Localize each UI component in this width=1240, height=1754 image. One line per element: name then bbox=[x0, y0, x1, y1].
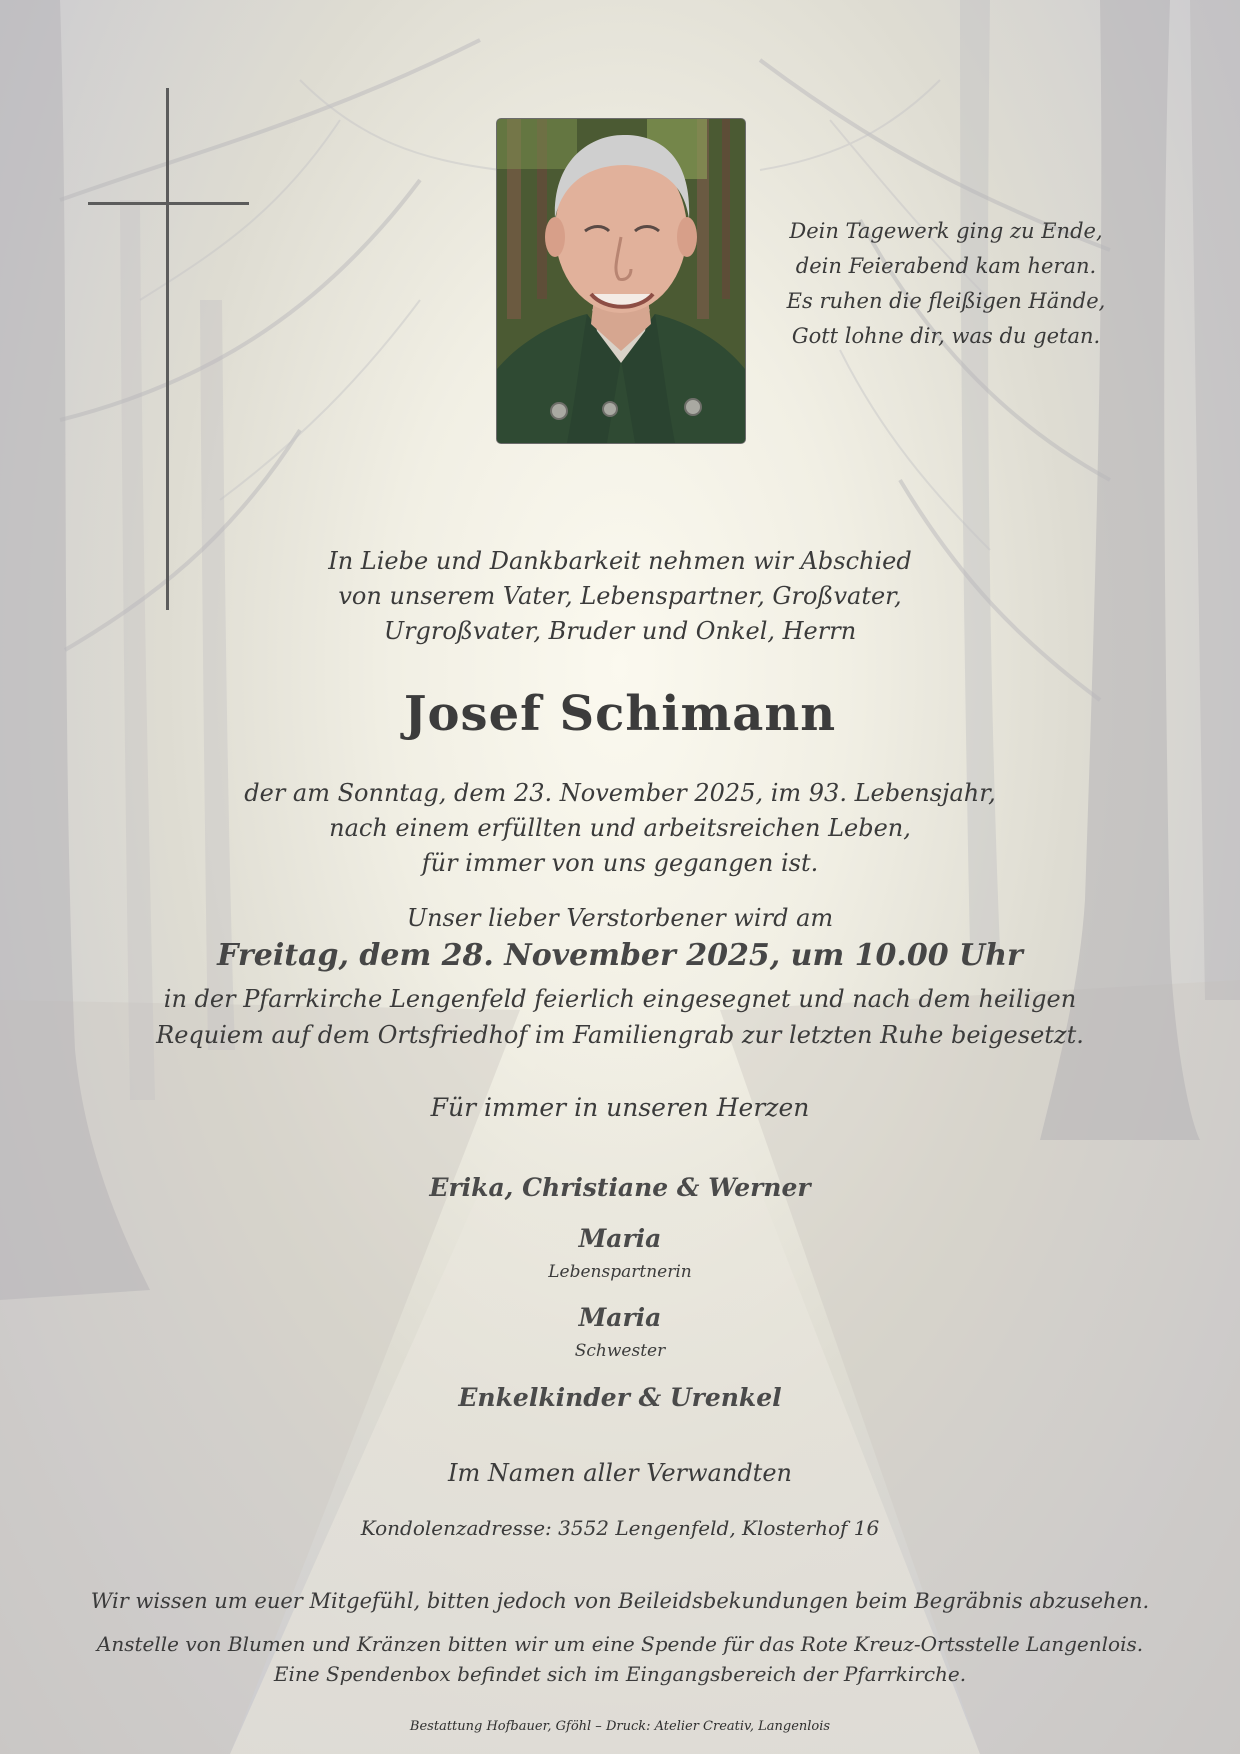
footer-credits: Bestattung Hofbauer, Gföhl – Druck: Atelier Creativ, Langenlois bbox=[409, 1719, 831, 1734]
death-line: der am Sonntag, dem 23. November 2025, im 93. Lebensjahr, bbox=[244, 779, 996, 807]
deceased-name: Josef Schimann bbox=[403, 686, 837, 742]
farewell-intro bbox=[0, 544, 1240, 649]
poem-line: dein Feierabend kam heran. bbox=[795, 254, 1097, 278]
intro-line: In Liebe und Dankbarkeit nehmen wir Abschied bbox=[328, 547, 912, 575]
mourner-name: Erika, Christiane & Werner bbox=[429, 1173, 811, 1202]
condolence-address: Kondolenzadresse: 3552 Lengenfeld, Klosterhof 16 bbox=[360, 1516, 880, 1540]
memorial-poem bbox=[760, 214, 1132, 354]
donation-line: Anstelle von Blumen und Kränzen bitten wir um eine Spende für das Rote Kreuz-Ortsstelle Langenlois. bbox=[96, 1632, 1144, 1656]
condolence-notice: Wir wissen um euer Mitgefühl, bitten jedoch von Beileidsbekundungen beim Begräbnis abzusehen. bbox=[90, 1589, 1150, 1613]
death-line: für immer von uns gegangen ist. bbox=[421, 849, 819, 877]
funeral-date: Freitag, dem 28. November 2025, um 10.00 Uhr bbox=[217, 938, 1023, 973]
poem-line: Dein Tagewerk ging zu Ende, bbox=[789, 219, 1103, 243]
intro-line: Urgroßvater, Bruder und Onkel, Herrn bbox=[383, 617, 857, 645]
funeral-place-line: in der Pfarrkirche Lengenfeld feierlich eingesegnet und nach dem heiligen bbox=[163, 985, 1077, 1013]
poem-line: Gott lohne dir, was du getan. bbox=[791, 324, 1101, 348]
relatives-line: Im Namen aller Verwandten bbox=[448, 1459, 792, 1487]
cross-horizontal-beam bbox=[88, 202, 249, 205]
mourner-role: Lebenspartnerin bbox=[548, 1262, 692, 1282]
mourner-role: Schwester bbox=[574, 1341, 666, 1361]
poem-line: Es ruhen die fleißigen Hände, bbox=[786, 289, 1106, 313]
mourner-name: Maria bbox=[578, 1224, 662, 1253]
funeral-intro: Unser lieber Verstorbener wird am bbox=[406, 904, 834, 932]
funeral-place-line: Requiem auf dem Ortsfriedhof im Familiengrab zur letzten Ruhe beigesetzt. bbox=[156, 1021, 1084, 1049]
cross-vertical-beam bbox=[166, 88, 169, 610]
funeral-place bbox=[0, 981, 1240, 1053]
mourner-name: Enkelkinder & Urenkel bbox=[458, 1383, 782, 1412]
death-details bbox=[0, 776, 1240, 881]
intro-line: von unserem Vater, Lebenspartner, Großvater, bbox=[338, 582, 902, 610]
donation-line: Eine Spendenbox befindet sich im Eingangsbereich der Pfarrkirche. bbox=[273, 1662, 967, 1686]
donation-request bbox=[0, 1629, 1240, 1689]
death-line: nach einem erfüllten und arbeitsreichen Leben, bbox=[329, 814, 911, 842]
portrait-photo bbox=[496, 118, 746, 444]
mourner-name: Maria bbox=[578, 1303, 662, 1332]
heart-line: Für immer in unseren Herzen bbox=[430, 1093, 810, 1122]
